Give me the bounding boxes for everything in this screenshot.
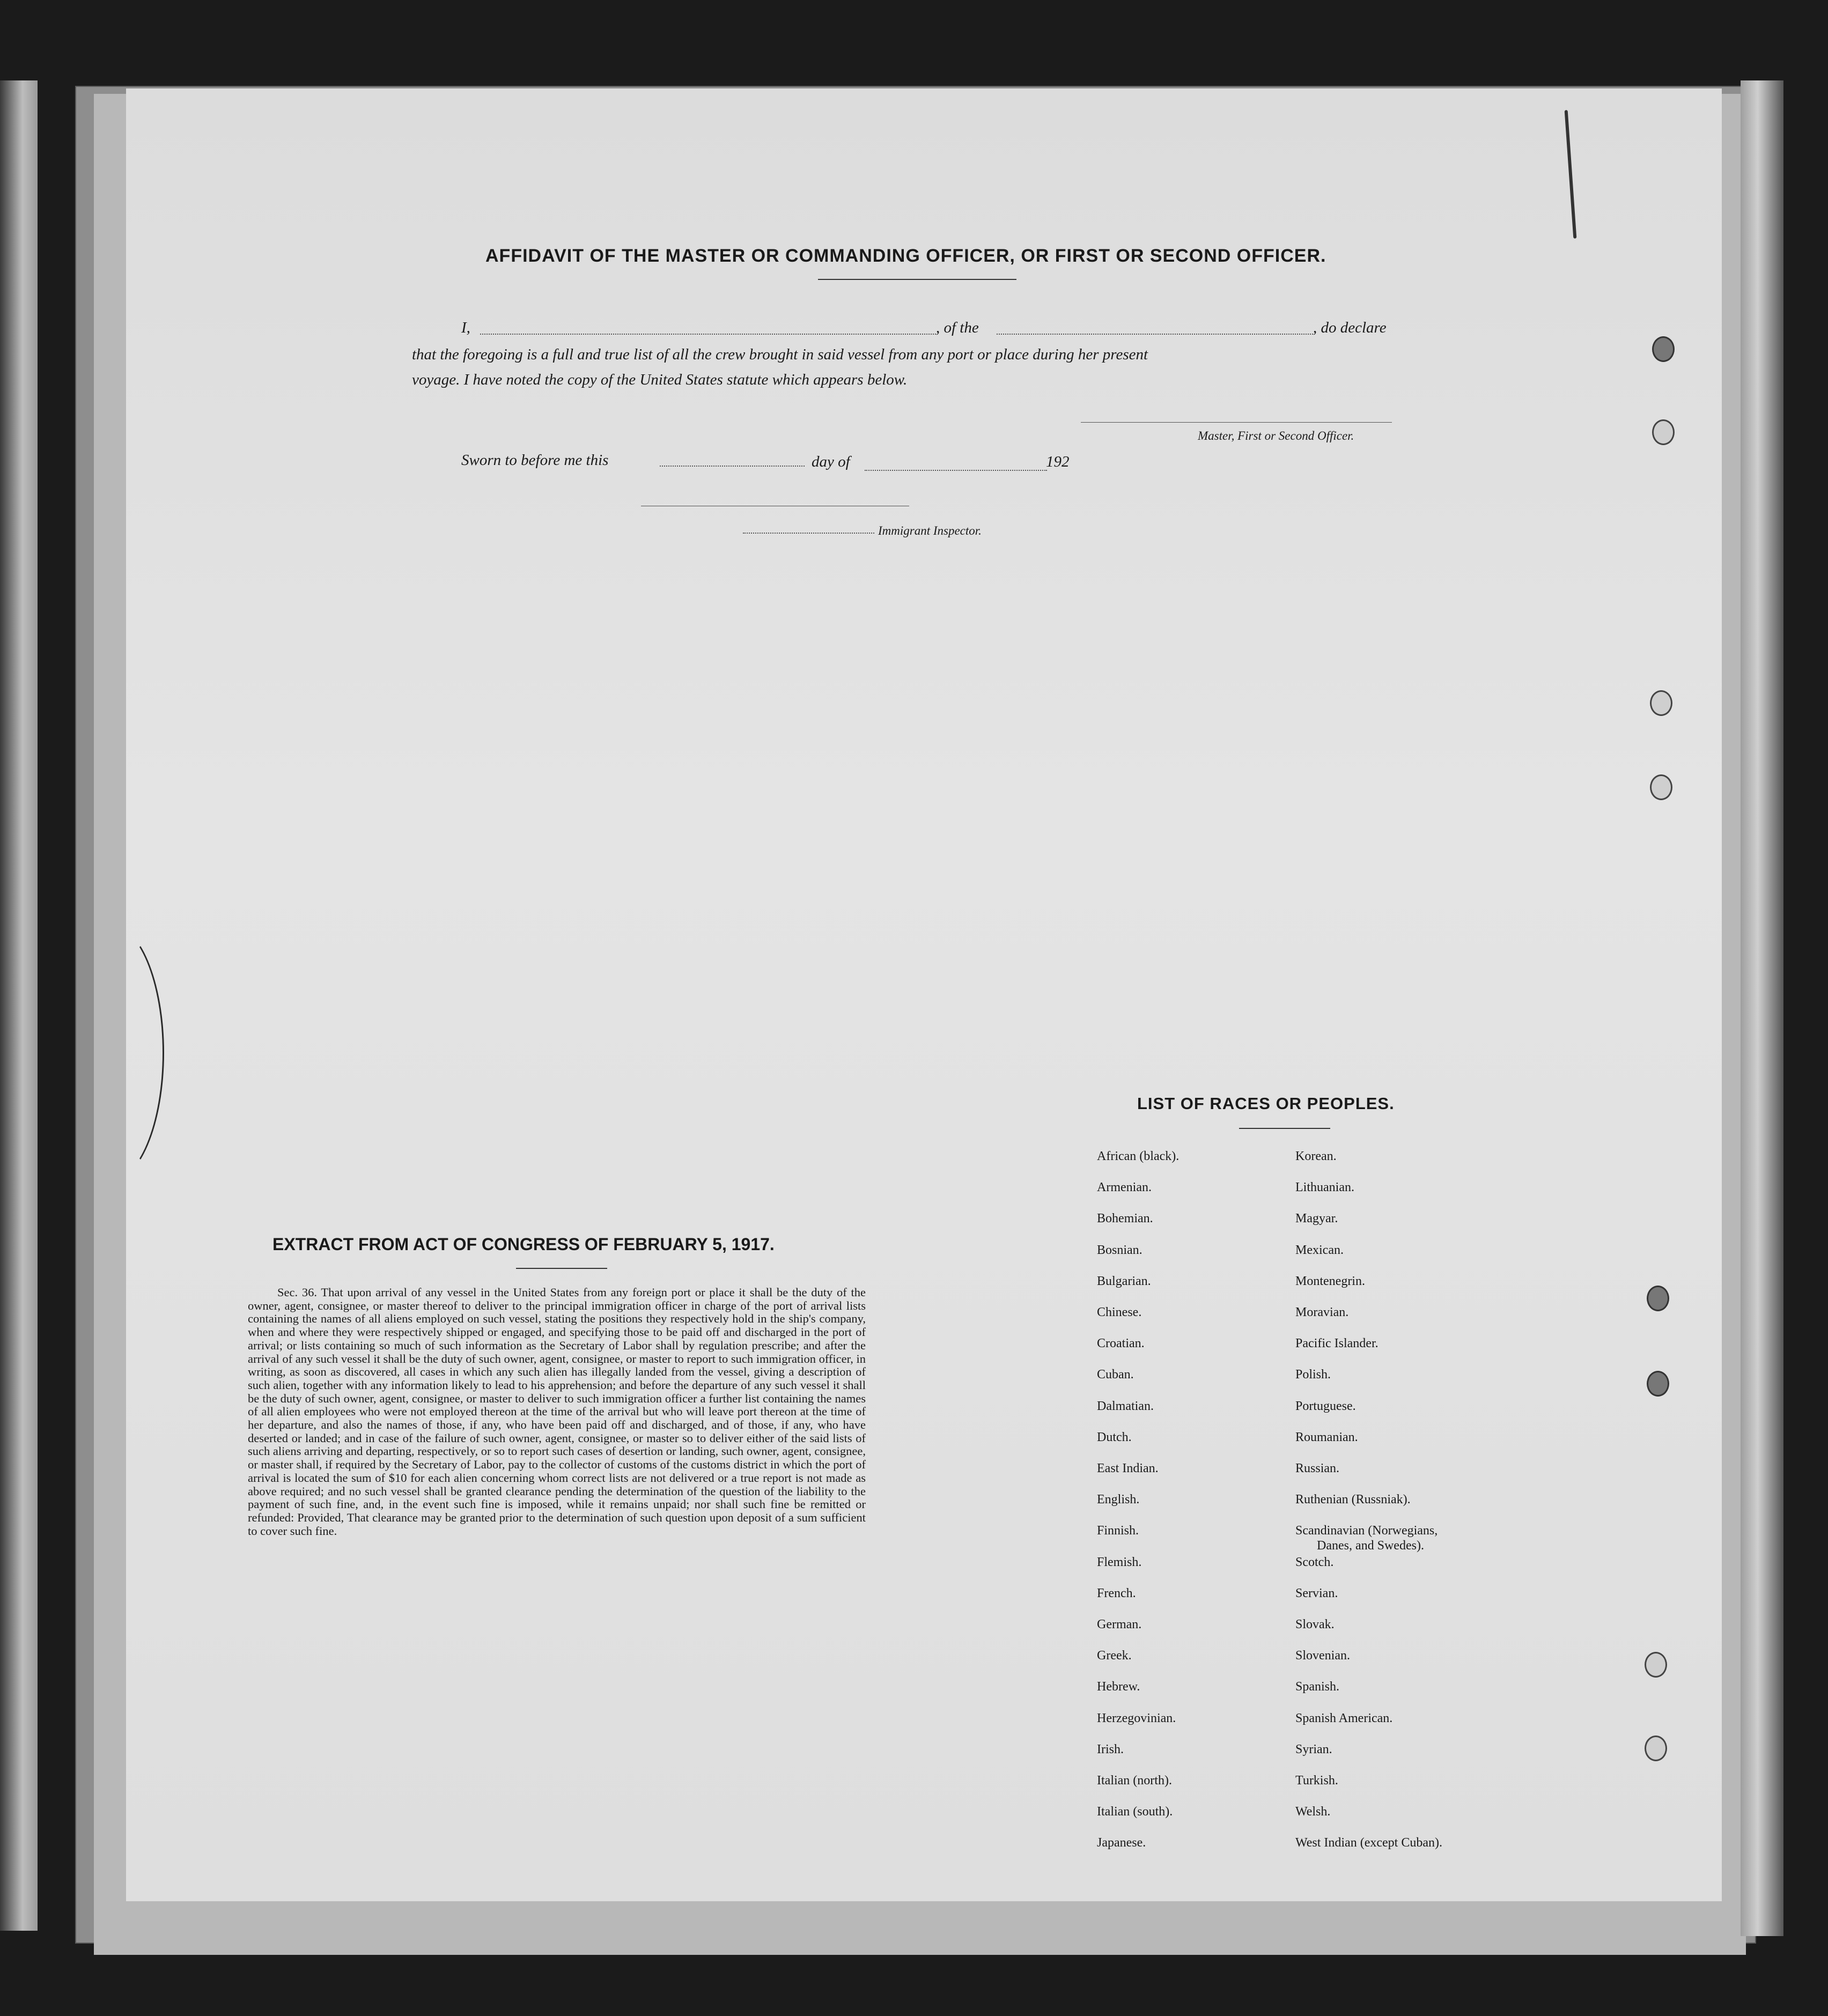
race-item: Dutch. [1097,1430,1132,1444]
race-item: Portuguese. [1295,1399,1356,1413]
day-blank [660,466,805,467]
race-item: Spanish American. [1295,1711,1393,1725]
punch-hole [1650,690,1672,716]
master-label: Master, First or Second Officer. [1198,429,1354,442]
sworn-text: Sworn to before me this [461,452,609,469]
race-item: Herzegovinian. [1097,1711,1176,1725]
punch-hole [1650,774,1672,800]
name-blank [480,334,936,335]
punch-hole [1652,419,1675,445]
race-item: East Indian. [1097,1461,1159,1475]
race-item: Mexican. [1295,1243,1344,1257]
race-item: Bulgarian. [1097,1274,1151,1288]
extract-title-underline [516,1268,607,1269]
race-item: Roumanian. [1295,1430,1358,1444]
inspector-label: Immigrant Inspector. [878,524,982,537]
race-item: Slovak. [1295,1618,1335,1631]
race-item: Danes, and Swedes). [1317,1539,1424,1553]
race-item: French. [1097,1586,1136,1600]
race-item: Moravian. [1295,1305,1349,1319]
race-item: Irish. [1097,1742,1124,1756]
master-signature-line [1081,422,1392,423]
race-item: English. [1097,1493,1140,1507]
extract-title: EXTRACT FROM ACT OF CONGRESS OF FEBRUARY 5, 1917. [272,1235,775,1254]
inspector-signature-line [743,533,874,534]
affidavit-line-2: that the foregoing is a full and true list of all the crew brought in said vessel from any port or place during her present [412,346,1148,363]
margin-scribble [54,922,164,1183]
race-item: Slovenian. [1295,1649,1350,1663]
race-item: Italian (north). [1097,1774,1172,1788]
race-item: Italian (south). [1097,1805,1173,1819]
race-item: Dalmatian. [1097,1399,1154,1413]
race-item: African (black). [1097,1149,1180,1163]
race-item: Chinese. [1097,1305,1142,1319]
affidavit-line-3: voyage. I have noted the copy of the United States statute which appears below. [412,371,908,388]
day-of: day of [812,453,850,470]
adjacent-page-edge [0,80,38,1931]
race-item: Syrian. [1295,1742,1332,1756]
race-item: Servian. [1295,1586,1338,1600]
race-item: Welsh. [1295,1805,1331,1819]
punch-hole [1652,336,1675,362]
punch-hole [1647,1371,1669,1397]
race-item: Hebrew. [1097,1680,1140,1694]
race-item: Lithuanian. [1295,1180,1354,1195]
affidavit-i: I, [461,319,470,336]
affidavit-title: AFFIDAVIT OF THE MASTER OR COMMANDING OFFICER, OR FIRST OR SECOND OFFICER. [485,246,1326,266]
affidavit-do-declare: , do declare [1313,319,1387,336]
section-36-text: Sec. 36. That upon arrival of any vessel in the United States from any foreign port or place it shall be the duty of the owner, agent, consignee, or master thereof to deliver to the principal immigration officer in charge of the port of arrival lists containing the names of all aliens employed on such vessel, stating the positions they respectively hold in the ship's company, when and where they were respectively shipped or engaged, and specifying those to be paid off and discharged in the port of arrival; or lists containing so much of such information as the Secretary of Labor shall by regulation prescribe; and after the arrival of any such vessel it shall be the duty of such owner, agent, consignee, or master to report to such immigration officer, in writing, as soon as discovered, all cases in which any such alien has illegally landed from the vessel, giving a description of such alien, together with any information likely to lead to his apprehension; and before the departure of any such vessel it shall be the duty of such owner, agent, consignee, or master to deliver to such immigration officer a further list containing the names of all alien employees who were not employed thereon at the time of the arrival but who will leave port thereon at the time of her departure, and also the names of those, if any, who have been paid off and discharged, and of those, if any, who have deserted or landed; and in case of the failure of such owner, agent, consignee, or master so to deliver either of the said lists of such aliens arriving and departing, respectively, or so to report such cases of desertion or landing, such owner, agent, consignee, or master shall, if required by the Secretary of Labor, pay to the collector of customs of the customs district in which the port of arrival is located the sum of $10 for each alien concerning whom correct lists are not delivered or a true report is not made as above required; and no such vessel shall be granted clearance pending the determination of the question of the liability to the payment of such fine, and, in the event such fine is imposed, while it remains unpaid; nor shall such fine be remitted or refunded: Provided, That clearance may be granted prior to the determination of such question upon deposit of a sum sufficient to cover such fine. [248,1286,866,1538]
race-item: Russian. [1295,1461,1340,1475]
race-item: Pacific Islander. [1295,1336,1379,1351]
race-item: Greek. [1097,1649,1132,1663]
race-item: Turkish. [1295,1774,1338,1788]
race-item: Finnish. [1097,1524,1139,1538]
year-192: 192 [1046,453,1070,470]
month-blank [865,470,1047,471]
title-underline [818,279,1016,280]
race-item: Spanish. [1295,1680,1340,1694]
race-item: German. [1097,1618,1142,1631]
race-item: Scandinavian (Norwegians, [1295,1524,1438,1538]
race-item: Flemish. [1097,1555,1142,1569]
race-item: Polish. [1295,1368,1331,1382]
binding-edge [1741,80,1783,1936]
affidavit-of-the: , of the [936,319,979,336]
race-item: Bohemian. [1097,1212,1153,1226]
race-item: Croatian. [1097,1336,1145,1351]
race-item: Ruthenian (Russniak). [1295,1493,1411,1507]
races-title-underline [1239,1128,1330,1129]
punch-hole [1647,1286,1669,1311]
races-title: LIST OF RACES OR PEOPLES. [1137,1094,1395,1113]
race-item: Japanese. [1097,1836,1146,1850]
vessel-blank [997,334,1313,335]
race-item: Bosnian. [1097,1243,1142,1257]
race-item: West Indian (except Cuban). [1295,1836,1442,1850]
punch-hole [1645,1652,1667,1678]
race-item: Montenegrin. [1295,1274,1365,1288]
race-item: Magyar. [1295,1212,1338,1226]
race-item: Scotch. [1295,1555,1334,1569]
race-item: Cuban. [1097,1368,1134,1382]
race-item: Armenian. [1097,1180,1152,1195]
race-item: Korean. [1295,1149,1337,1163]
punch-hole [1645,1736,1667,1761]
